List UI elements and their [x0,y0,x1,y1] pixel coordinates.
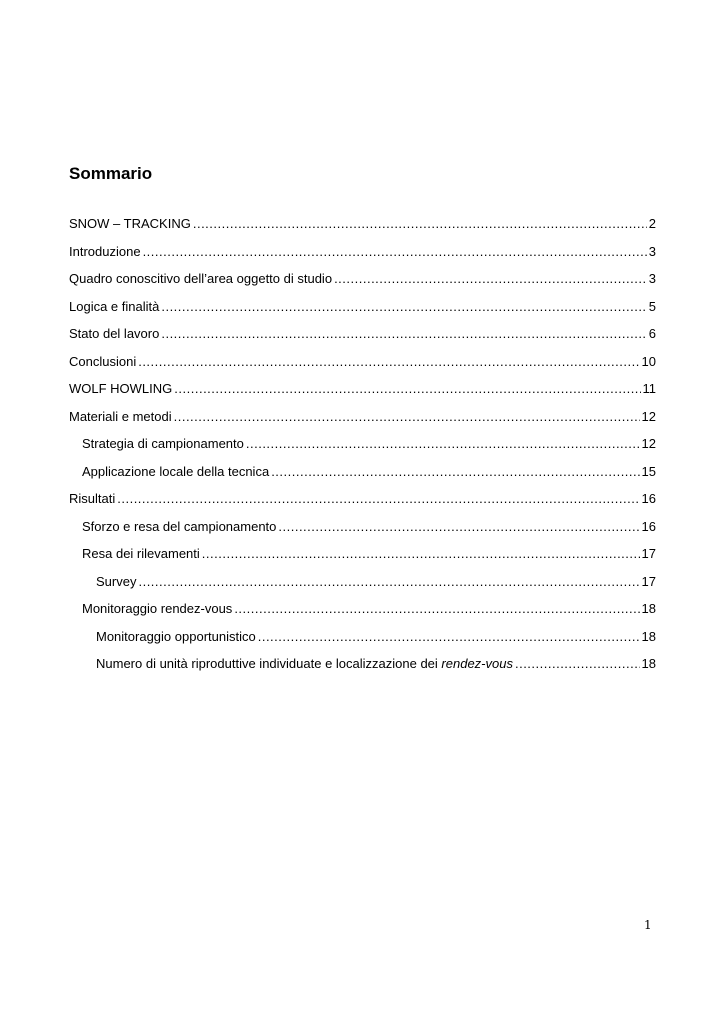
toc-entry-text: Stato del lavoro [69,326,160,341]
toc-entry-text: Survey [96,573,137,589]
toc-leader-dots [258,627,640,647]
toc-entry-text: Introduzione [69,243,141,259]
toc-entry-applicazione-locale[interactable] [69,462,656,490]
toc-leader-dots [161,297,646,317]
toc-entry-conclusioni[interactable] [69,352,656,380]
toc-entry-text: Monitoraggio opportunistico [96,628,256,644]
toc-leader-dots [271,462,639,482]
toc-leader-dots [246,434,640,454]
toc-page-number: 12 [641,408,656,424]
toc-entry-stato-del-lavoro[interactable] [69,324,656,352]
toc-entry-text: Logica e finalità [69,298,160,314]
toc-entry-sforzo-resa[interactable] [69,517,656,545]
toc-page-number: 2 [648,216,656,231]
page-number: 1 [644,918,652,932]
toc-entry-materiali-metodi[interactable] [69,407,656,435]
toc-entry-monitoraggio-opportunistico[interactable] [69,627,656,655]
toc-entry-survey[interactable] [69,572,656,600]
toc-entry-numero-unita-riproduttive[interactable] [69,654,656,682]
toc-entry-text: Conclusioni [69,353,137,369]
toc-entry-text-regular: Numero di unità riproduttive individuate e localizzazione dei [96,656,442,671]
toc-leader-dots [515,654,640,674]
toc-page-number: 16 [641,518,656,534]
toc-entry-text: Risultati [69,491,116,506]
toc-page-number: 18 [641,628,656,644]
toc-page-number: 16 [641,491,656,506]
toc-page-number: 6 [648,326,656,341]
toc-leader-dots [202,544,640,564]
toc-entry-text: SNOW – TRACKING [69,216,191,231]
toc-entry-text: Sforzo e resa del campionamento [82,518,277,534]
toc-entry-resa-rilevamenti[interactable] [69,544,656,572]
toc-page-number: 3 [648,271,656,286]
toc-entry-text: Materiali e metodi [69,408,172,424]
toc-page-number: 11 [642,381,656,396]
toc-entry-logica-finalita[interactable] [69,297,656,325]
toc-entry-strategia-campionamento[interactable] [69,434,656,462]
toc-leader-dots [138,572,639,592]
toc-title: Sommario [69,164,153,183]
toc-leader-dots [117,489,639,509]
toc-leader-dots [334,269,647,289]
toc-entry-introduzione[interactable] [69,242,656,270]
toc-entry-text-italic: rendez-vous [441,656,513,671]
toc-page-number: 10 [641,353,656,369]
toc-entry-monitoraggio-rendez-vous[interactable] [69,599,656,627]
toc-page-number: 12 [641,436,656,451]
toc-entry-text: Quadro conoscitivo dell’area oggetto di studio [69,271,333,286]
table-of-contents [69,214,656,682]
toc-leader-dots [138,352,639,372]
toc-leader-dots [234,599,639,619]
toc-entry-text: Strategia di campionamento [82,436,244,451]
toc-page-number: 15 [641,463,656,479]
toc-leader-dots [174,379,640,399]
toc-entry-wolf-howling[interactable] [69,379,656,407]
toc-leader-dots [161,324,646,344]
toc-page-number: 17 [641,573,656,589]
toc-page-number: 18 [641,601,656,616]
toc-entry-risultati[interactable] [69,489,656,517]
toc-entry-text: Monitoraggio rendez-vous [82,601,233,616]
toc-page-number: 18 [641,656,656,671]
toc-entry-text: WOLF HOWLING [69,381,173,396]
toc-leader-dots [143,242,647,262]
toc-entry-snow-tracking[interactable] [69,214,656,242]
toc-entry-text: Applicazione locale della tecnica [82,463,270,479]
toc-entry-quadro-conoscitivo[interactable] [69,269,656,297]
toc-leader-dots [174,407,640,427]
toc-entry-text [96,654,513,674]
toc-leader-dots [278,517,639,537]
toc-page-number: 17 [641,546,656,561]
toc-leader-dots [193,214,647,234]
toc-page-number: 3 [648,243,656,259]
toc-entry-text: Resa dei rilevamenti [82,546,200,561]
toc-page-number: 5 [648,298,656,314]
